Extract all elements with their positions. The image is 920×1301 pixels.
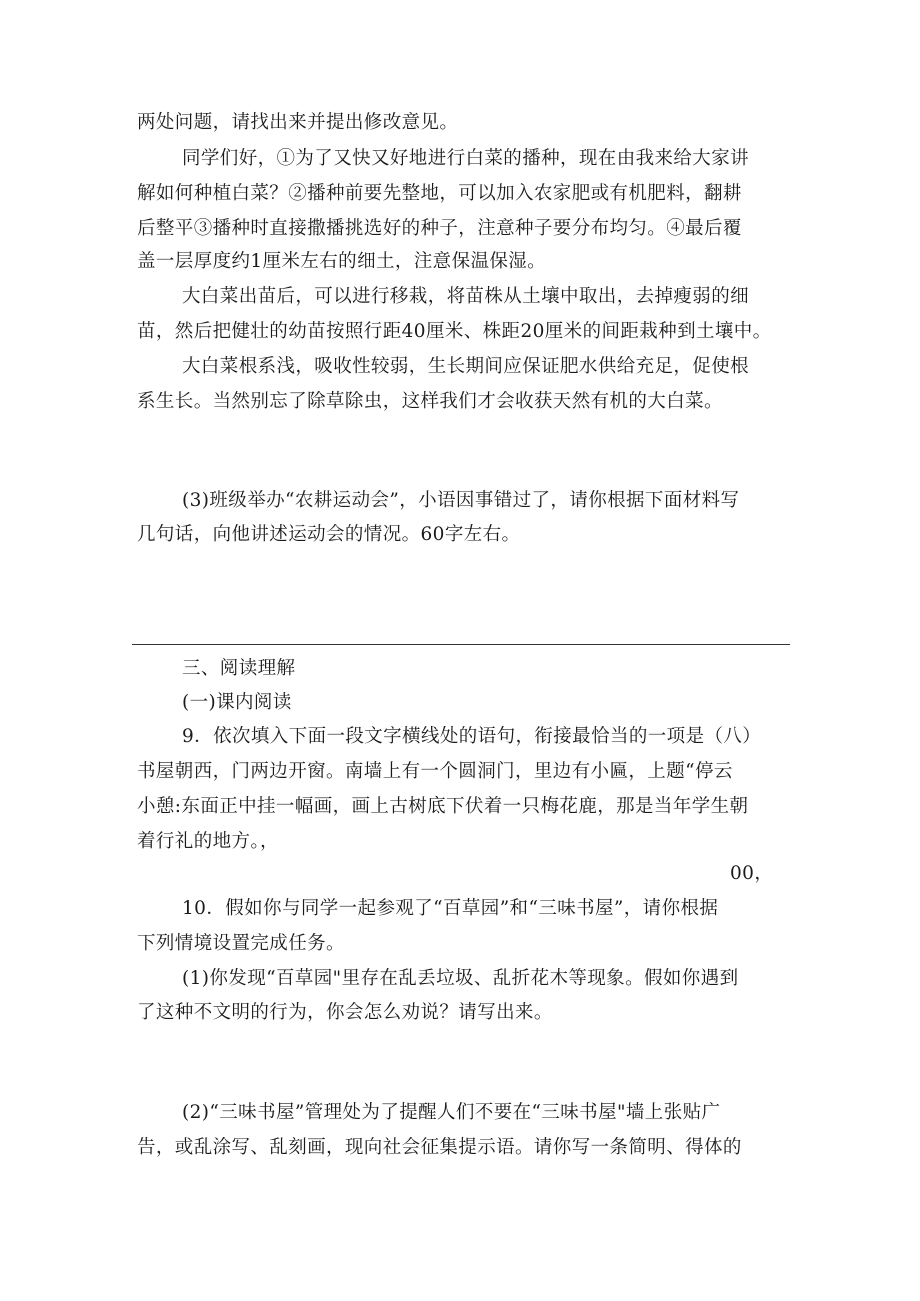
text-line: 后整平③播种时直接撒播挑选好的种子，注意种子要分布均匀。④最后覆 — [137, 218, 742, 239]
text-line: 解如何种植白菜？②播种前要先整地，可以加入农家肥或有机肥料，翻耕 — [137, 183, 742, 204]
text-line: 大白菜根系浅，吸收性较弱，生长期间应保证肥水供给充足，促使根 — [182, 356, 750, 377]
text-line: 苗，然后把健壮的幼苗按照行距40厘米、株距20厘米的间距栽种到土壤中。 — [137, 321, 772, 342]
question-9-line: 小憩:东面正中挂一幅画，画上古树底下伏着一只梅花鹿，那是当年学生朝 — [137, 796, 749, 817]
section-title: 三、阅读理解 — [182, 658, 296, 679]
question-10-line: 10．假如你与同学一起参观了“百草园”和“三味书屋”，请你根据 — [182, 898, 719, 919]
question-10-line: 下列情境设置完成任务。 — [137, 933, 345, 954]
answer-line-divider — [132, 644, 790, 645]
question-10-1-line: 了这种不文明的行为，你会怎么劝说？请写出来。 — [137, 1002, 553, 1023]
question-3-line: 几句话，向他讲述运动会的情况。60字左右。 — [137, 524, 521, 545]
question-9-line: 9．依次填入下面一段文字横线处的语句，衔接最恰当的一项是（八） — [182, 726, 762, 747]
text-line: 同学们好，①为了又快又好地进行白菜的播种，现在由我来给大家讲 — [182, 148, 750, 169]
subsection-title: (一)课内阅读 — [182, 692, 292, 713]
text-line: 系生长。当然别忘了除草除虫，这样我们才会收获天然有机的大白菜。 — [137, 391, 723, 412]
question-10-1-line: (1)你发现“百草园"里存在乱丢垃圾、乱折花木等现象。假如你遇到 — [182, 968, 739, 989]
question-9-tail: 00， — [730, 863, 774, 884]
question-3-line: (3)班级举办“农耕运动会”，小语因事错过了，请你根据下面材料写 — [182, 490, 740, 511]
question-10-2-line: 告，或乱涂写、乱刻画，现向社会征集提示语。请你写一条简明、得体的 — [137, 1137, 742, 1158]
text-line: 大白菜出苗后，可以进行移栽，将苗株从土壤中取出，去掉瘦弱的细 — [182, 286, 750, 307]
text-line: 两处问题，请找出来并提出修改意见。 — [137, 112, 459, 133]
question-9-line: 书屋朝西，门两边开窗。南墙上有一个圆洞门，里边有小匾，上题“停云 — [137, 761, 733, 782]
question-9-line: 着行礼的地方。， — [137, 831, 279, 852]
question-10-2-line: (2)“三味书屋”管理处为了提醒人们不要在“三味书屋"墙上张贴广 — [182, 1102, 721, 1123]
text-line: 盖一层厚度约1厘米左右的细土，注意保温保湿。 — [137, 251, 547, 272]
